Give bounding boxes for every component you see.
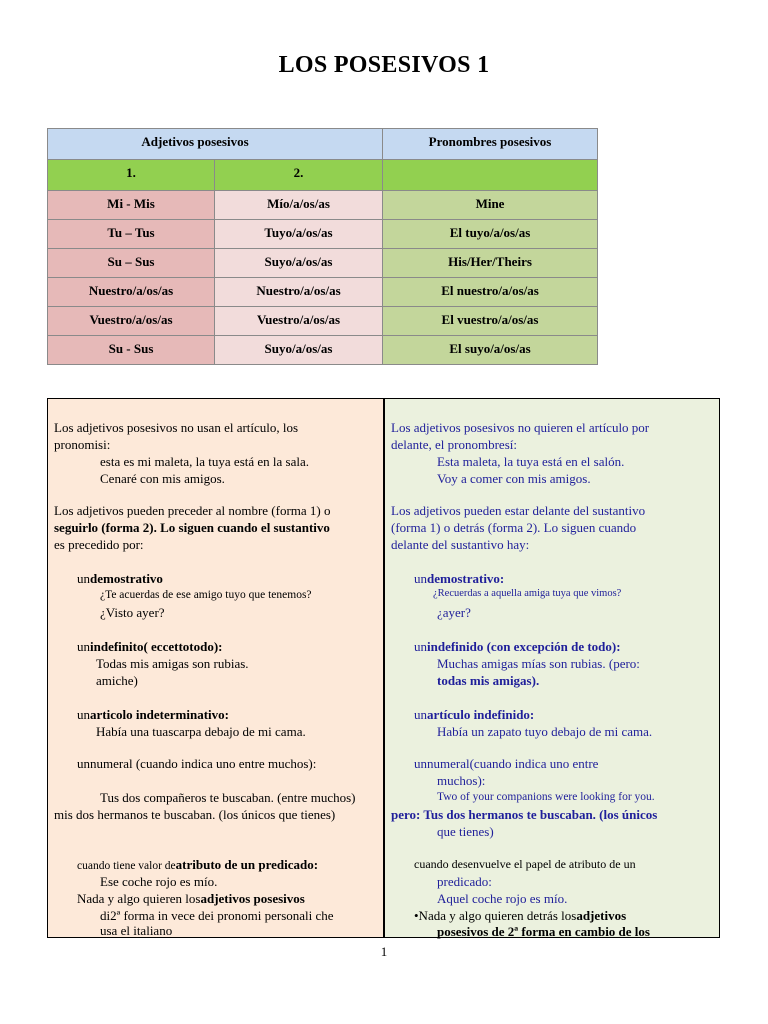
table-cell: His/Her/Theirs [383,249,598,278]
rule-indefinite: unindefinito( eccettotodo): [77,639,223,654]
rule-indefinite: unindefinido (con excepción de todo): [414,639,621,654]
example-line: ¿Recuerdas a aquella amiga tuya que vimos? [433,588,622,599]
comparison-box [47,398,720,938]
table-cell: Nuestro/a/os/as [215,278,383,307]
example-line: Todas mis amigas son rubias. [96,656,249,671]
table-row [48,191,598,220]
note-line: Los adjetivos posesivos no usan el artículo, los [54,420,299,435]
table-cell: Mine [383,191,598,220]
example-line: Cenaré con mis amigos. [100,471,225,486]
note-line: Los adjetivos posesivos no quieren el artículo por [391,420,650,435]
example-line: todas mis amigas). [437,673,540,688]
empty-cell [383,160,598,191]
table-cell: Mi - Mis [48,191,215,220]
example-line: Tus dos compañeros te buscaban. (entre muchos) [100,790,356,805]
example-line: que tienes) [437,824,494,839]
rule-indefinite-article: unartículo indefinido: [414,707,535,722]
note-line: Los adjetivos pueden estar delante del sustantivo [391,503,646,518]
page-number: 1 [380,944,388,959]
table-row [48,336,598,365]
table-cell: Vuestro/a/os/as [48,307,215,336]
rule-numeral: unnumeral (cuando indica uno entre muchos): [77,756,317,771]
example-line: amiche) [96,673,138,688]
example-line: ¿Te acuerdas de ese amigo tuyo que tenemos? [100,589,312,601]
note-line: (forma 1) o detrás (forma 2). Lo siguen cuando [391,520,637,535]
rule-indefinite-article: unarticolo indeterminativo: [77,707,229,722]
rule-numeral: muchos): [437,773,486,788]
rule-demonstrative: undemostrativo [77,571,163,586]
example-line: esta es mi maleta, la tuya está en la sala. [100,454,309,469]
possessives-table [47,128,598,365]
example-line: Two of your companions were looking for you. [437,791,655,803]
rule-attribute: cuando desenvuelve el papel de atributo de un [414,857,636,871]
rule-nada-algo: Nada y algo quieren losadjetivos posesivos [77,891,305,906]
form-1-label: 1. [48,160,215,191]
note-line: pronomisi: [54,437,111,452]
example-line: Voy a comer con mis amigos. [437,471,591,486]
italian-notes-column [48,399,385,937]
table-cell: Mío/a/os/as [215,191,383,220]
table-row [48,220,598,249]
note-line: posesivos de 2ª forma en cambio de los [437,924,650,939]
note-line: delante del sustantivo hay: [391,537,530,552]
header-pronouns: Pronombres posesivos [383,129,598,160]
table-number-row [48,160,598,191]
rule-attribute: cuando tiene valor deatributo de un predicado: [77,857,319,872]
note-line: es precedido por: [54,537,144,552]
table-cell: Suyo/a/os/as [215,249,383,278]
table-cell: El tuyo/a/os/as [383,220,598,249]
header-adjectives: Adjetivos posesivos [48,129,383,160]
example-line: Había una tuascarpa debajo de mi cama. [96,724,306,739]
rule-nada-algo: •Nada y algo quieren detrás losadjetivos [414,908,627,923]
table-cell: Suyo/a/os/as [215,336,383,365]
note-line: di2ª forma in vece dei pronomi personali che [100,908,334,923]
rule-numeral: unnumeral(cuando indica uno entre [414,756,599,771]
table-cell: El vuestro/a/os/as [383,307,598,336]
example-line: Aquel coche rojo es mío. [437,891,568,906]
rule-demonstrative: undemostrativo: [414,571,505,586]
note-line: delante, el pronombresí: [391,437,517,452]
table-cell: Tuyo/a/os/as [215,220,383,249]
rule-attribute: predicado: [437,874,492,889]
example-line: mis dos hermanos te buscaban. (los únicos que tienes) [54,807,336,822]
table-cell: Nuestro/a/os/as [48,278,215,307]
table-cell: Su – Sus [48,249,215,278]
spanish-notes-column [385,399,719,937]
table-row [48,249,598,278]
table-cell: El suyo/a/os/as [383,336,598,365]
form-2-label: 2. [215,160,383,191]
example-line: Ese coche rojo es mío. [100,874,218,889]
note-line: usa el italiano [100,923,173,938]
table-row [48,278,598,307]
table-cell: Vuestro/a/os/as [215,307,383,336]
table-cell: Tu – Tus [48,220,215,249]
table-row [48,307,598,336]
example-line: Muchas amigas mías son rubias. (pero: [437,656,640,671]
example-line: ¿ayer? [437,605,471,620]
page-title: LOS POSESIVOS 1 [278,52,490,78]
example-line: ¿Visto ayer? [100,605,165,620]
example-line: pero: Tus dos hermanos te buscaban. (los únicos [391,807,658,822]
example-line: Había un zapato tuyo debajo de mi cama. [437,724,653,739]
table-cell: Su - Sus [48,336,215,365]
note-line: Los adjetivos pueden preceder al nombre (forma 1) o [54,503,331,518]
table-cell: El nuestro/a/os/as [383,278,598,307]
note-line: seguirlo (forma 2). Lo siguen cuando el sustantivo [54,520,330,535]
table-header-row [48,129,598,160]
example-line: Esta maleta, la tuya está en el salón. [437,454,625,469]
